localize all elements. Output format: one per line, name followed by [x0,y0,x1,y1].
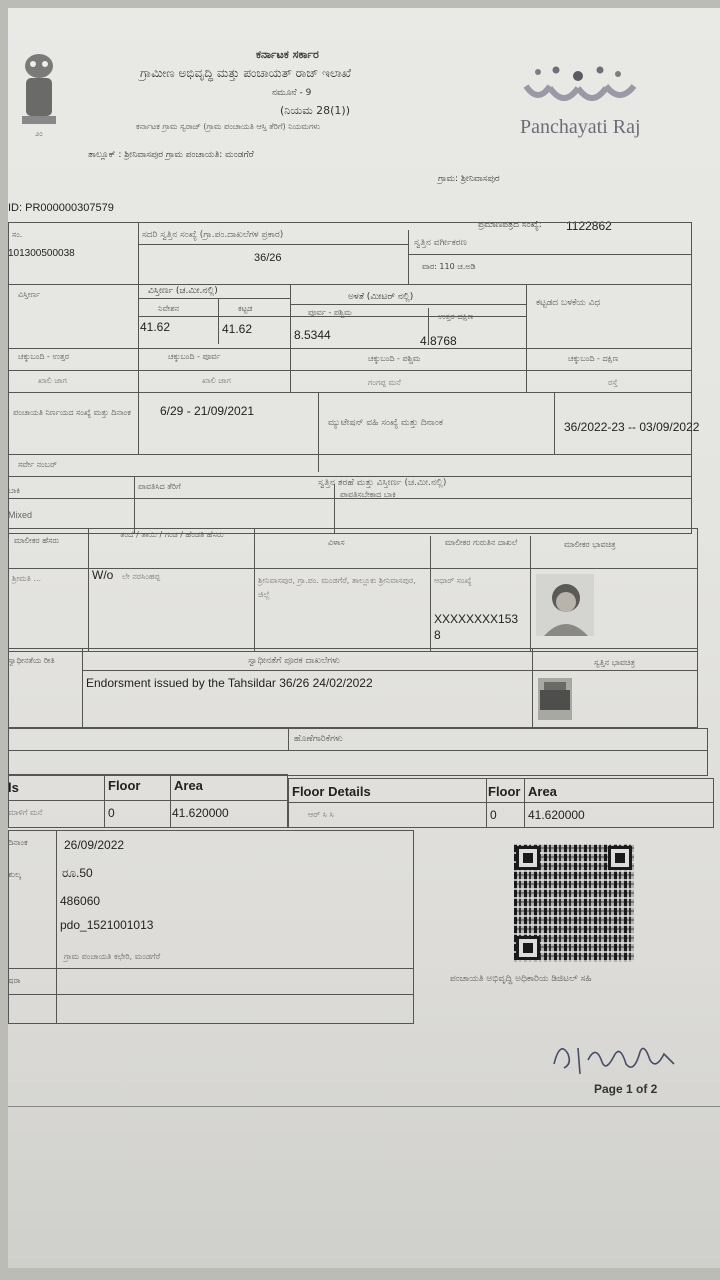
site-label: ನಿವೇಶನ [158,304,180,313]
owner-relation-label: ತಂದೆ / ತಾಯಿ / ಗಂಡ / ಹೆಂಡತಿ ಹೆಸರು [120,530,224,539]
floors-right-head-1: Floor Details [292,784,371,799]
survey-label: ಸರ್ವೇ ನಂಬರ್ [18,460,57,469]
east-west-value: 8.5344 [294,328,331,342]
form-subtitle: ಕರ್ನಾಟಕ ಗ್ರಾಮ ಸ್ವರಾಜ್ (ಗ್ರಾಮ ಪಂಚಾಯತಿ ಆಸ್ತಿ ತೆರಿಗೆ) ನಿಯಮಗಳು [136,122,321,131]
resolution-label: ಪಂಚಾಯತಿ ನಿರ್ಣಯದ ಸಂಖ್ಯೆ ಮತ್ತು ದಿನಾಂಕ [13,408,131,417]
panchayati-raj-logo-text: Panchayati Raj [520,116,641,138]
property-photo-label: ಸ್ವತ್ತಿನ ಭಾವಚಿತ್ರ [594,658,635,667]
area-label: ವಿಸ್ತೀರ್ಣ (ಚ.ಮೀ.ನಲ್ಲಿ) [148,286,218,296]
page-indicator: Page 1 of 2 [594,1082,658,1096]
panchayati-raj-logo-icon [520,64,646,112]
issuing-office: ಗ್ರಾಮ ಪಂಚಾಯತಿ ಕಛೇರಿ, ಮಂಡಗೆರೆ [64,952,161,961]
category-value: ವಾರ: 110 ಚ.ಅಡಿ [422,262,476,271]
karnataka-emblem-icon [14,44,64,140]
owner-address-label: ವಿಳಾಸ [328,538,345,547]
village-line: ಗ್ರಾಮ: ಶ್ರೀನಿವಾಸಪುರ [438,174,500,184]
digital-signature-label: ಪಂಚಾಯತಿ ಅಭಿವೃದ್ಧಿ ಅಧಿಕಾರಿಯ ಡಿಜಿಟಲ್ ಸಹಿ [450,974,592,984]
property-number: 101300500038 [8,248,75,259]
dimension-label: ಅಳತೆ (ಮೀಟರ್ ನಲ್ಲಿ) [348,292,414,302]
liabilities-label: ಹೊಣೆಗಾರಿಕೆಗಳು [294,734,343,744]
owner-id-type: ಆಧಾರ್ ಸಂಖ್ಯೆ [434,576,472,585]
resolution-value: 6/29 - 21/09/2021 [160,404,255,418]
document-page [8,8,720,1268]
building-area-value: 41.62 [222,322,253,336]
north-boundary-label: ಚಕ್ಕುಬಂದಿ - ಉತ್ತರ [18,352,70,361]
west-boundary-label: ಚಕ್ಕುಬಂದಿ - ಪಶ್ಚಿಮ [368,354,421,363]
floors-left-area: 41.620000 [172,806,229,820]
form-number: ನಮೂನೆ - 9 [272,88,312,98]
due-tax-label: ಪಾವತಿಸಬೇಕಾದ ಬಾಕಿ [340,490,396,499]
floors-right-type: ಆರ್ ಸಿ ಸಿ [308,810,334,819]
issuing-user: pdo_1521001013 [60,918,154,932]
north-boundary-value: ಖಾಲಿ ಜಾಗ [38,376,67,385]
qr-code-icon [514,844,634,962]
issue-date: 26/09/2022 [64,838,125,852]
category-label: ಸ್ವತ್ತಿನ ವರ್ಗೀಕರಣ [414,238,467,248]
tax-label: ಬಾಕಿ [8,486,21,495]
mixed-label: Mixed [8,510,33,520]
receipt-number: 486060 [60,894,101,908]
floors-left-head-1: ls [8,780,19,795]
north-south-value: 4.8768 [420,334,457,348]
west-boundary-value: ಗಂಗಪ್ಪ ಮನೆ [368,378,401,387]
property-photo-icon [538,678,572,720]
possession-docs-label: ಸ್ವಾಧೀನತೆಗೆ ಪೂರಕ ದಾಖಲೆಗಳು [248,656,340,666]
owner-id-tail: 8 [434,628,441,642]
owner-id-masked: XXXXXXXX153 [434,612,519,626]
floors-right-head-2: Floor [488,784,521,799]
floors-right-head-3: Area [528,784,557,799]
liabilities-table [8,728,708,776]
floors-right-area: 41.620000 [528,808,585,822]
handwritten-signature-icon [544,1034,684,1080]
floors-left-head-2: Floor [108,778,141,793]
endorsement-text: Endorsment issued by the Tahsildar 36/26 24/02/2022 [86,676,373,690]
owner-id-label: ಮಾಲೀಕರ ಗುರುತಿನ ದಾಖಲೆ [444,538,518,547]
east-west-label: ಪೂರ್ವ - ಪಶ್ಚಿಮ [308,308,352,317]
owner-photo-label: ಮಾಲೀಕರ ಭಾವಚಿತ್ರ [564,540,616,549]
east-boundary-label: ಚಕ್ಕುಬಂದಿ - ಪೂರ್ವ [168,352,221,361]
owner-address: ಶ್ರೀನಿವಾಸಪುರ, ಗ್ರಾ.ಪಂ. ಮಂಡಗೆರೆ, ತಾಲ್ಲೂಕು ಶ್ರೀನಿವಾಸಪುರ, ಜಿಲ್ಲೆ [258,576,416,599]
certificate-number: 1122862 [566,219,612,233]
property-type-label: ಸ್ವತ್ತಿನ ತರಹೆ ಮತ್ತು ವಿಸ್ತೀರ್ಣ (ಚ.ಮೀ.ನಲ್ಲಿ) [318,478,447,488]
fee-label: ಶುಲ್ಕ [8,870,21,879]
owner-relation-name: ಲೇ ನರಸಿಂಹಪ್ಪ [122,572,161,581]
mutation-label: ಮ್ಯುಟೇಷನ್ ವಹಿ ಸಂಖ್ಯೆ ಮತ್ತು ದಿನಾಂಕ [328,418,443,428]
floors-left-floor: 0 [108,806,115,820]
floors-left-type: ಮಾಳಿಗೆ ಮನೆ [8,808,43,817]
building-label: ಕಟ್ಟಡ [238,304,253,313]
fee-amount: ರೂ.50 [62,866,93,880]
owner-photo-icon [536,574,594,636]
area-side-label: ವಿಸ್ತೀರ್ಣ [18,290,41,299]
mutation-value: 36/2022-23 -- 03/09/2022 [564,420,700,434]
property-number-label: ಸಂ. [12,230,23,239]
usage-label: ಕಟ್ಟಡದ ಬಳಕೆಯ ವಿಧ [536,298,601,308]
form-id: ID: PR000000307579 [8,202,114,214]
govt-title: ಕರ್ನಾಟಕ ಸರ್ಕಾರ [256,48,319,61]
floors-table-left [8,774,288,828]
south-boundary-value: ರಸ್ತೆ [608,378,618,387]
east-boundary-value: ಖಾಲಿ ಜಾಗ [202,376,231,385]
paid-tax-label: ಪಾವತಿಸಿದ ತೆರಿಗೆ [138,482,181,491]
certificate-label: ಪ್ರಮಾಣಪತ್ರದ ಸಂಖ್ಯೆ: [478,220,542,230]
south-boundary-label: ಚಕ್ಕುಬಂದಿ - ದಕ್ಷಿಣ [568,354,619,363]
remarks-label: ಷರಾ [8,976,21,985]
asset-number: 36/26 [254,252,282,264]
taluk-panchayat-line: ತಾಲ್ಲೂಕ್ : ಶ್ರೀನಿವಾಸಪುರ ಗ್ರಾಮ ಪಂಚಾಯತಿ: ಮಂಡಗೆರೆ [88,150,254,160]
site-area-value: 41.62 [140,320,171,334]
floors-right-floor: 0 [490,808,497,822]
owner-relation: W/o [92,568,114,582]
possession-method-label: ಸ್ವಾಧೀನತೆಯ ರೀತಿ [8,656,55,665]
owner-name-label: ಮಾಲೀಕರ ಹೆಸರು [14,536,60,545]
issue-date-label: ದಿನಾಂಕ [8,838,28,847]
floors-left-head-3: Area [174,778,203,793]
svg-text:೨೦: ೨೦ [35,130,43,138]
rule-number: (ನಿಯಮ 28(1)) [280,104,351,117]
north-south-label: ಉತ್ತರ-ದಕ್ಷಿಣ [438,312,474,321]
dept-title: ಗ್ರಾಮೀಣ ಅಭಿವೃದ್ಧಿ ಮತ್ತು ಪಂಚಾಯತ್ ರಾಜ್ ಇಲಾಖೆ [140,66,352,80]
asset-number-label: ಸದರಿ ಸ್ವತ್ತಿನ ಸಂಖ್ಯೆ (ಗ್ರಾ.ಪಂ.ದಾಖಲೆಗಳ ಪ್ರಕಾರ) [142,230,284,240]
owner-name: ಶ್ರೀಮತಿ ... [12,574,42,583]
